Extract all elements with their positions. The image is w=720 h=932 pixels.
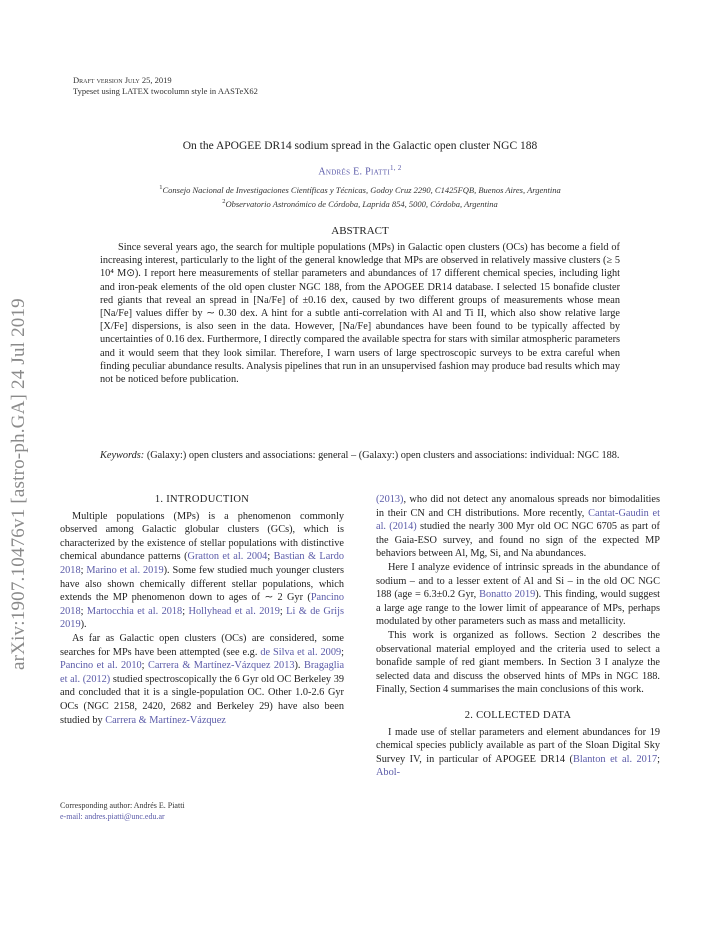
section-heading-collected-data: 2. COLLECTED DATA xyxy=(464,709,572,721)
citation-link[interactable]: Marino et al. 2019 xyxy=(86,564,164,576)
body-text: ; xyxy=(341,646,345,658)
body-text: ; xyxy=(182,605,189,617)
email-link[interactable]: e-mail: andres.piatti@unc.edu.ar xyxy=(60,812,165,821)
abstract-text: Since several years ago, the search for multiple populations (MPs) in Galactic open clusters (OCs) has become a field of increasing interest, particularly to the light of the general knowledge that MPs are observed in relatively massive clusters (≥ 5 10⁴ M⊙). I report here measurements of stellar parameters and abundances of 17 different chemical species, including light and iron-peak elements of the old open cluster NGC 188, from the APOGEE DR14 database. I selected 15 bonafide cluster red giants that reveal an spread in [Na/Fe] of ±0.16 dex, caused by two different groups of measurements whose mean [Na/Fe] values differ by ∼ 0.30 dex. A hint for a subtle anti-correlation with Al and Ti II, which also show relative large [X/Fe] dispersions, is also seen in the data. However, [Na/Fe] abundances have been found to be typically affected by uncertainties of 0.16 dex. Furthermore, I directly compared the available spectra for stars with similar atmospheric parameters and it would seem that they look similar. Therefore, I warn users of large spectroscopic surveys to be extra careful when finding peculiar abundance results. Analysis pipelines that run in an unsupervised fashion may produce bad results which may not be noticed before publication. xyxy=(100,242,620,386)
citation-link[interactable]: Carrera & Martínez-Vázquez 2013 xyxy=(147,660,295,672)
left-column xyxy=(60,493,344,727)
body-text: ; xyxy=(657,753,661,765)
arxiv-identifier-stamp: arXiv:1907.10476v1 [astro-ph.GA] 24 Jul 2019 xyxy=(8,298,29,670)
body-text: ; xyxy=(80,605,87,617)
affiliation-mark: 2 xyxy=(222,198,226,205)
keywords-label: Keywords: xyxy=(100,450,145,461)
author-affil-marks: 1, 2 xyxy=(389,164,402,172)
body-text: , who did not detect any anomalous spreads nor bimodalities in their CN and CH distributions. More recently, xyxy=(376,494,660,519)
author-name[interactable]: Andrés E. Piatti xyxy=(318,166,390,178)
citation-link[interactable]: Blanton et al. 2017 xyxy=(572,753,658,765)
citation-link[interactable]: Li & de Grijs 2019 xyxy=(60,605,345,631)
intro-paragraph-4 xyxy=(376,561,660,629)
keywords-text: (Galaxy:) open clusters and associations: general – (Galaxy:) open clusters and associations: individual: NGC 188. xyxy=(146,450,620,461)
body-text: ; xyxy=(279,605,287,617)
body-text: studied spectroscopically the 6 Gyr old OC Berkeley 39 and concluded that it is a single-population OC. Other 1.0-2.6 Gyr OCs (NGC 2158, 2420, 2682 and Berkeley 29) have also been studied by xyxy=(60,673,344,726)
data-paragraph-1 xyxy=(376,726,660,780)
body-text: studied the nearly 300 Myr old OC NGC 6705 as part of the Gaia-ESO survey, and found no sign of the expected MP behaviors between Al, Mg, Si, and Na abundances. xyxy=(376,521,660,560)
body-text: ). xyxy=(294,660,304,672)
citation-link[interactable]: Abol- xyxy=(376,767,401,779)
body-text: Here I analyze evidence of intrinsic spreads in the abundance of sodium – and to a lesser extent of Al and Si – in the old OC NGC 188 (age = 6.3±0.2 Gyr, xyxy=(376,561,660,601)
typeset-line: Typeset using LATEX twocolumn style in AASTeX62 xyxy=(73,86,258,96)
citation-link[interactable]: Pancino 2018 xyxy=(60,592,344,617)
citation-link[interactable]: Cantat-Gaudin et al. (2014) xyxy=(376,507,660,533)
abstract-heading: ABSTRACT xyxy=(331,225,389,237)
paper-title: On the APOGEE DR14 sodium spread in the Galactic open cluster NGC 188 xyxy=(182,140,538,152)
body-text: I made use of stellar parameters and element abundances for 19 chemical species publicly available as part of the Sloan Digital Sky Survey IV, in particular of APOGEE DR14 ( xyxy=(376,726,660,765)
citation-link[interactable]: Hollyhead et al. 2019 xyxy=(188,605,280,617)
body-text: ). Some few studied much younger clusters have also shown chemically different stellar populations, which extends the MP phenomenon down to ages of ∼ 2 Gyr ( xyxy=(60,564,344,604)
intro-paragraph-1 xyxy=(60,510,344,632)
body-text: ; xyxy=(141,660,148,672)
citation-link[interactable]: Pancino et al. 2010 xyxy=(60,660,142,672)
citation-link[interactable]: Bonatto 2019 xyxy=(479,589,536,601)
citation-link[interactable]: (2013) xyxy=(376,494,404,505)
citation-link[interactable]: de Silva et al. 2009 xyxy=(260,646,342,658)
body-text: ). xyxy=(80,619,87,631)
affiliation-2 xyxy=(0,198,720,209)
affiliation-text: Consejo Nacional de Investigaciones Científicas y Técnicas, Godoy Cruz 2290, C1425FQB, Buenos Aires, Argentina xyxy=(162,184,561,195)
draft-header xyxy=(73,75,258,97)
section-heading-introduction: 1. INTRODUCTION xyxy=(154,494,250,505)
draft-version-line: Draft version July 25, 2019 xyxy=(73,75,172,85)
author-line xyxy=(0,164,720,177)
body-text: As far as Galactic open clusters (OCs) are considered, some searches for MPs have been attempted (see e.g. xyxy=(60,632,344,658)
corresponding-author-footnote xyxy=(60,800,344,822)
body-text: ; xyxy=(267,551,274,563)
affiliation-1 xyxy=(0,184,720,195)
body-text: ; xyxy=(80,564,87,576)
body-text: ). This finding, would suggest a large age range to the lower limit of appearance of MPs, perhaps modulated by other parameters such as mass and metallicity. xyxy=(376,589,660,628)
keywords xyxy=(100,449,678,462)
intro-paragraph-3 xyxy=(376,493,660,561)
body-text: Multiple populations (MPs) is a phenomenon commonly observed among Galactic globular clusters (GCs), which is characterized by the existence of stellar populations with distinctive chemical abundance patterns ( xyxy=(60,510,344,563)
right-column xyxy=(376,493,660,780)
citation-link[interactable]: Gratton et al. 2004 xyxy=(187,551,268,563)
intro-paragraph-5: This work is organized as follows. Section 2 describes the observational material employed and the criteria used to select a bonafide sample of red giant members. In Section 3 I analyze the selected data and discuss the observed hints of MPs in NGC 188. Finally, Section 4 summarises the main conclusions of this work. xyxy=(376,629,660,696)
citation-link[interactable]: Martocchia et al. 2018 xyxy=(86,605,183,617)
affiliation-text: Observatorio Astronómico de Córdoba, Laprida 854, 5000, Córdoba, Argentina xyxy=(225,198,498,209)
intro-paragraph-2 xyxy=(60,632,344,727)
citation-link[interactable]: Bragaglia et al. (2012) xyxy=(60,660,345,685)
citation-link[interactable]: Carrera & Martínez-Vázquez xyxy=(105,714,226,726)
corresponding-author: Corresponding author: Andrés E. Piatti xyxy=(60,801,185,810)
affiliation-mark: 1 xyxy=(159,184,163,191)
citation-link[interactable]: Bastian & Lardo 2018 xyxy=(60,551,344,576)
